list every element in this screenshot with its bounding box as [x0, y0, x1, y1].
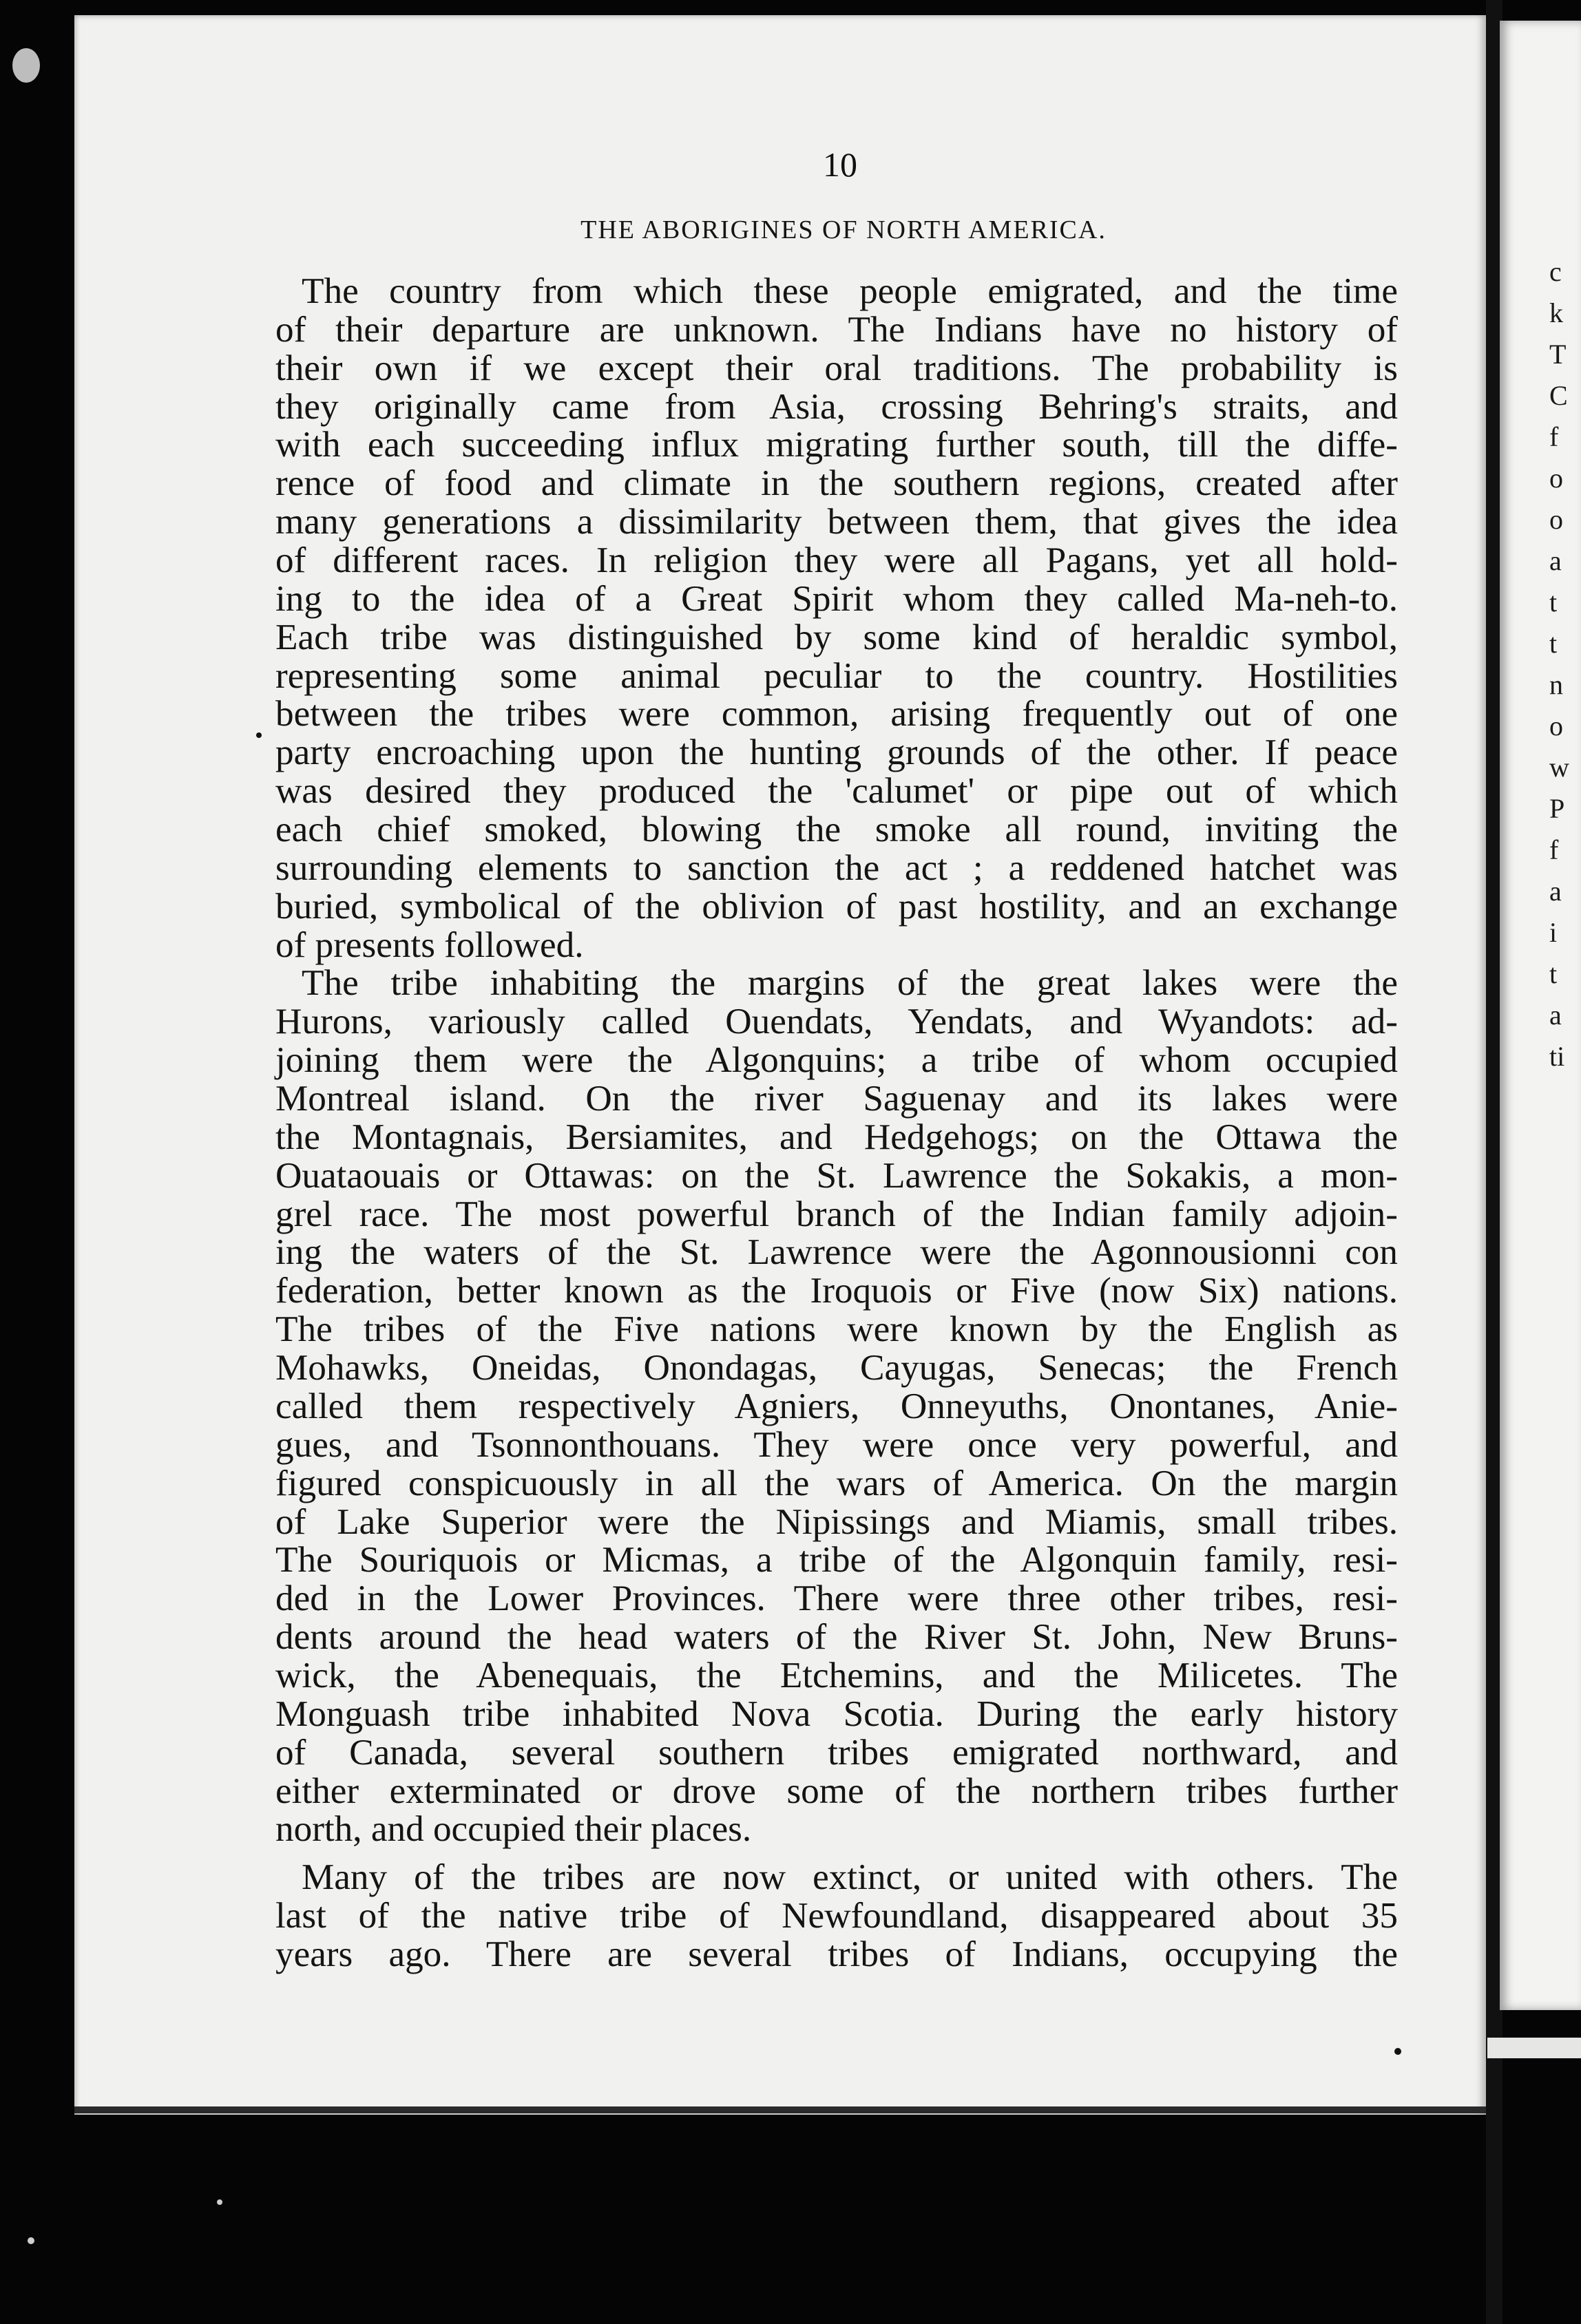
- text-line: The tribe inhabiting the margins of the great lakes were the: [302, 962, 1398, 1004]
- text-line: last of the native tribe of Newfoundland, disappeared about 35: [275, 1895, 1398, 1936]
- text-line: of Canada, several southern tribes emigrated northward, and: [275, 1731, 1398, 1773]
- text-line: The Souriquois or Micmas, a tribe of the Algonquin family, resi-: [275, 1539, 1398, 1581]
- facing-page-fragment: t: [1549, 628, 1558, 659]
- facing-page-fragment: o: [1549, 504, 1563, 535]
- facing-page-fragment: a: [1549, 545, 1562, 576]
- text-line: their own if we except their oral traditions. The probability is: [275, 347, 1398, 388]
- facing-page-fragment: t: [1549, 958, 1558, 989]
- facing-page-fragment: t: [1549, 587, 1558, 617]
- facing-page-fragment: ti: [1549, 1041, 1565, 1072]
- text-line: years ago. There are several tribes of Indians, occupying the: [275, 1933, 1398, 1974]
- page-number: 10: [823, 145, 857, 184]
- paragraph-2: [275, 964, 1398, 1848]
- running-head: THE ABORIGINES OF NORTH AMERICA.: [580, 215, 1107, 244]
- text-line: they originally came from Asia, crossing Behring's straits, and: [275, 385, 1398, 427]
- text-line: Hurons, variously called Ouendats, Yendats, and Wyandots: ad-: [275, 1001, 1398, 1042]
- text-line: either exterminated or drove some of the northern tribes further: [275, 1770, 1398, 1811]
- text-line: of Lake Superior were the Nipissings and Miamis, small tribes.: [275, 1501, 1398, 1542]
- facing-page-fragment: f: [1549, 421, 1559, 452]
- facing-page-fragment: T: [1549, 339, 1567, 370]
- text-line: of their departure are unknown. The Indians have no history of: [275, 308, 1398, 350]
- scan-artifact: [256, 732, 262, 738]
- text-line: north, and occupied their places.: [275, 1808, 752, 1850]
- facing-page-edge: [1500, 21, 1581, 2010]
- scan-artifact: [12, 48, 40, 83]
- text-line: rence of food and climate in the southern regions, created after: [275, 463, 1398, 504]
- text-line: Each tribe was distinguished by some kind of heraldic symbol,: [275, 616, 1398, 657]
- scan-artifact: [28, 2237, 34, 2244]
- facing-page-bottom-edge: [1487, 2038, 1581, 2058]
- text-line: party encroaching upon the hunting grounds of the other. If peace: [275, 732, 1398, 773]
- text-line: The country from which these people emigrated, and the time: [302, 271, 1398, 311]
- text-line: ded in the Lower Provinces. There were three other tribes, resi-: [275, 1578, 1398, 1619]
- text-line: many generations a dissimilarity between them, that gives the idea: [275, 501, 1398, 542]
- text-line: of different races. In religion they were all Pagans, yet all hold-: [275, 540, 1398, 581]
- text-line: The tribes of the Five nations were known by the English as: [275, 1309, 1398, 1350]
- facing-page-fragment: P: [1549, 793, 1565, 824]
- text-line: wick, the Abenequais, the Etchemins, and the Milicetes. The: [275, 1654, 1398, 1696]
- facing-page-fragment: n: [1549, 669, 1563, 700]
- scan-artifact: [217, 2199, 222, 2205]
- text-line: with each succeeding influx migrating further south, till the diffe-: [275, 424, 1398, 465]
- text-line: Montreal island. On the river Saguenay and its lakes were: [275, 1078, 1398, 1119]
- text-line: dents around the head waters of the River St. John, New Bruns-: [275, 1616, 1398, 1658]
- scan-artifact: [1394, 2048, 1401, 2055]
- facing-page-fragment: a: [1549, 876, 1562, 907]
- facing-page-fragment: w: [1549, 752, 1569, 783]
- text-line: of presents followed.: [275, 924, 584, 965]
- text-line: representing some animal peculiar to the country. Hostilities: [275, 655, 1398, 696]
- text-line: between the tribes were common, arising frequently out of one: [275, 693, 1398, 735]
- text-line: the Montagnais, Bersiamites, and Hedgehogs; on the Ottawa the: [275, 1116, 1398, 1157]
- text-line: grel race. The most powerful branch of the Indian family adjoin-: [275, 1193, 1398, 1234]
- text-line: joining them were the Algonquins; a tribe of whom occupied: [275, 1039, 1398, 1081]
- text-line: Ouataouais or Ottawas: on the St. Lawrence the Sokakis, a mon-: [275, 1154, 1398, 1196]
- text-line: was desired they produced the 'calumet' or pipe out of which: [275, 770, 1398, 812]
- paragraph-1: [275, 272, 1398, 964]
- facing-page-fragment: a: [1549, 1000, 1562, 1031]
- text-line: surrounding elements to sanction the act ; a reddened hatchet was: [275, 847, 1398, 888]
- facing-page-fragment: k: [1549, 297, 1563, 328]
- text-line: gues, and Tsonnonthouans. They were once very powerful, and: [275, 1424, 1398, 1465]
- facing-page-fragment: C: [1549, 380, 1568, 411]
- facing-page-fragment: f: [1549, 834, 1559, 865]
- text-line: buried, symbolical of the oblivion of past hostility, and an exchange: [275, 885, 1398, 927]
- text-line: Mohawks, Oneidas, Onondagas, Cayugas, Senecas; the French: [275, 1347, 1398, 1388]
- text-line: ing the waters of the St. Lawrence were the Agonnousionni con: [275, 1232, 1398, 1273]
- text-line: Monguash tribe inhabited Nova Scotia. During the early history: [275, 1693, 1398, 1734]
- text-line: figured conspicuously in all the wars of America. On the margin: [275, 1462, 1398, 1503]
- text-line: ing to the idea of a Great Spirit whom they called Ma-neh-to.: [275, 578, 1398, 619]
- page-body: [275, 272, 1398, 1974]
- facing-page-fragment: i: [1549, 917, 1558, 948]
- facing-page-fragment: o: [1549, 710, 1563, 741]
- facing-page-fragment: o: [1549, 463, 1563, 494]
- text-line: called them respectively Agniers, Onneyuths, Onontanes, Anie-: [275, 1385, 1398, 1426]
- facing-page-fragment: c: [1549, 256, 1562, 287]
- text-line: Many of the tribes are now extinct, or united with others. The: [302, 1857, 1398, 1898]
- paragraph-3: [275, 1858, 1398, 1974]
- page-bottom-shadow: [74, 2106, 1486, 2113]
- text-line: federation, better known as the Iroquois or Five (now Six) nations.: [275, 1270, 1398, 1311]
- text-line: each chief smoked, blowing the smoke all round, inviting the: [275, 809, 1398, 850]
